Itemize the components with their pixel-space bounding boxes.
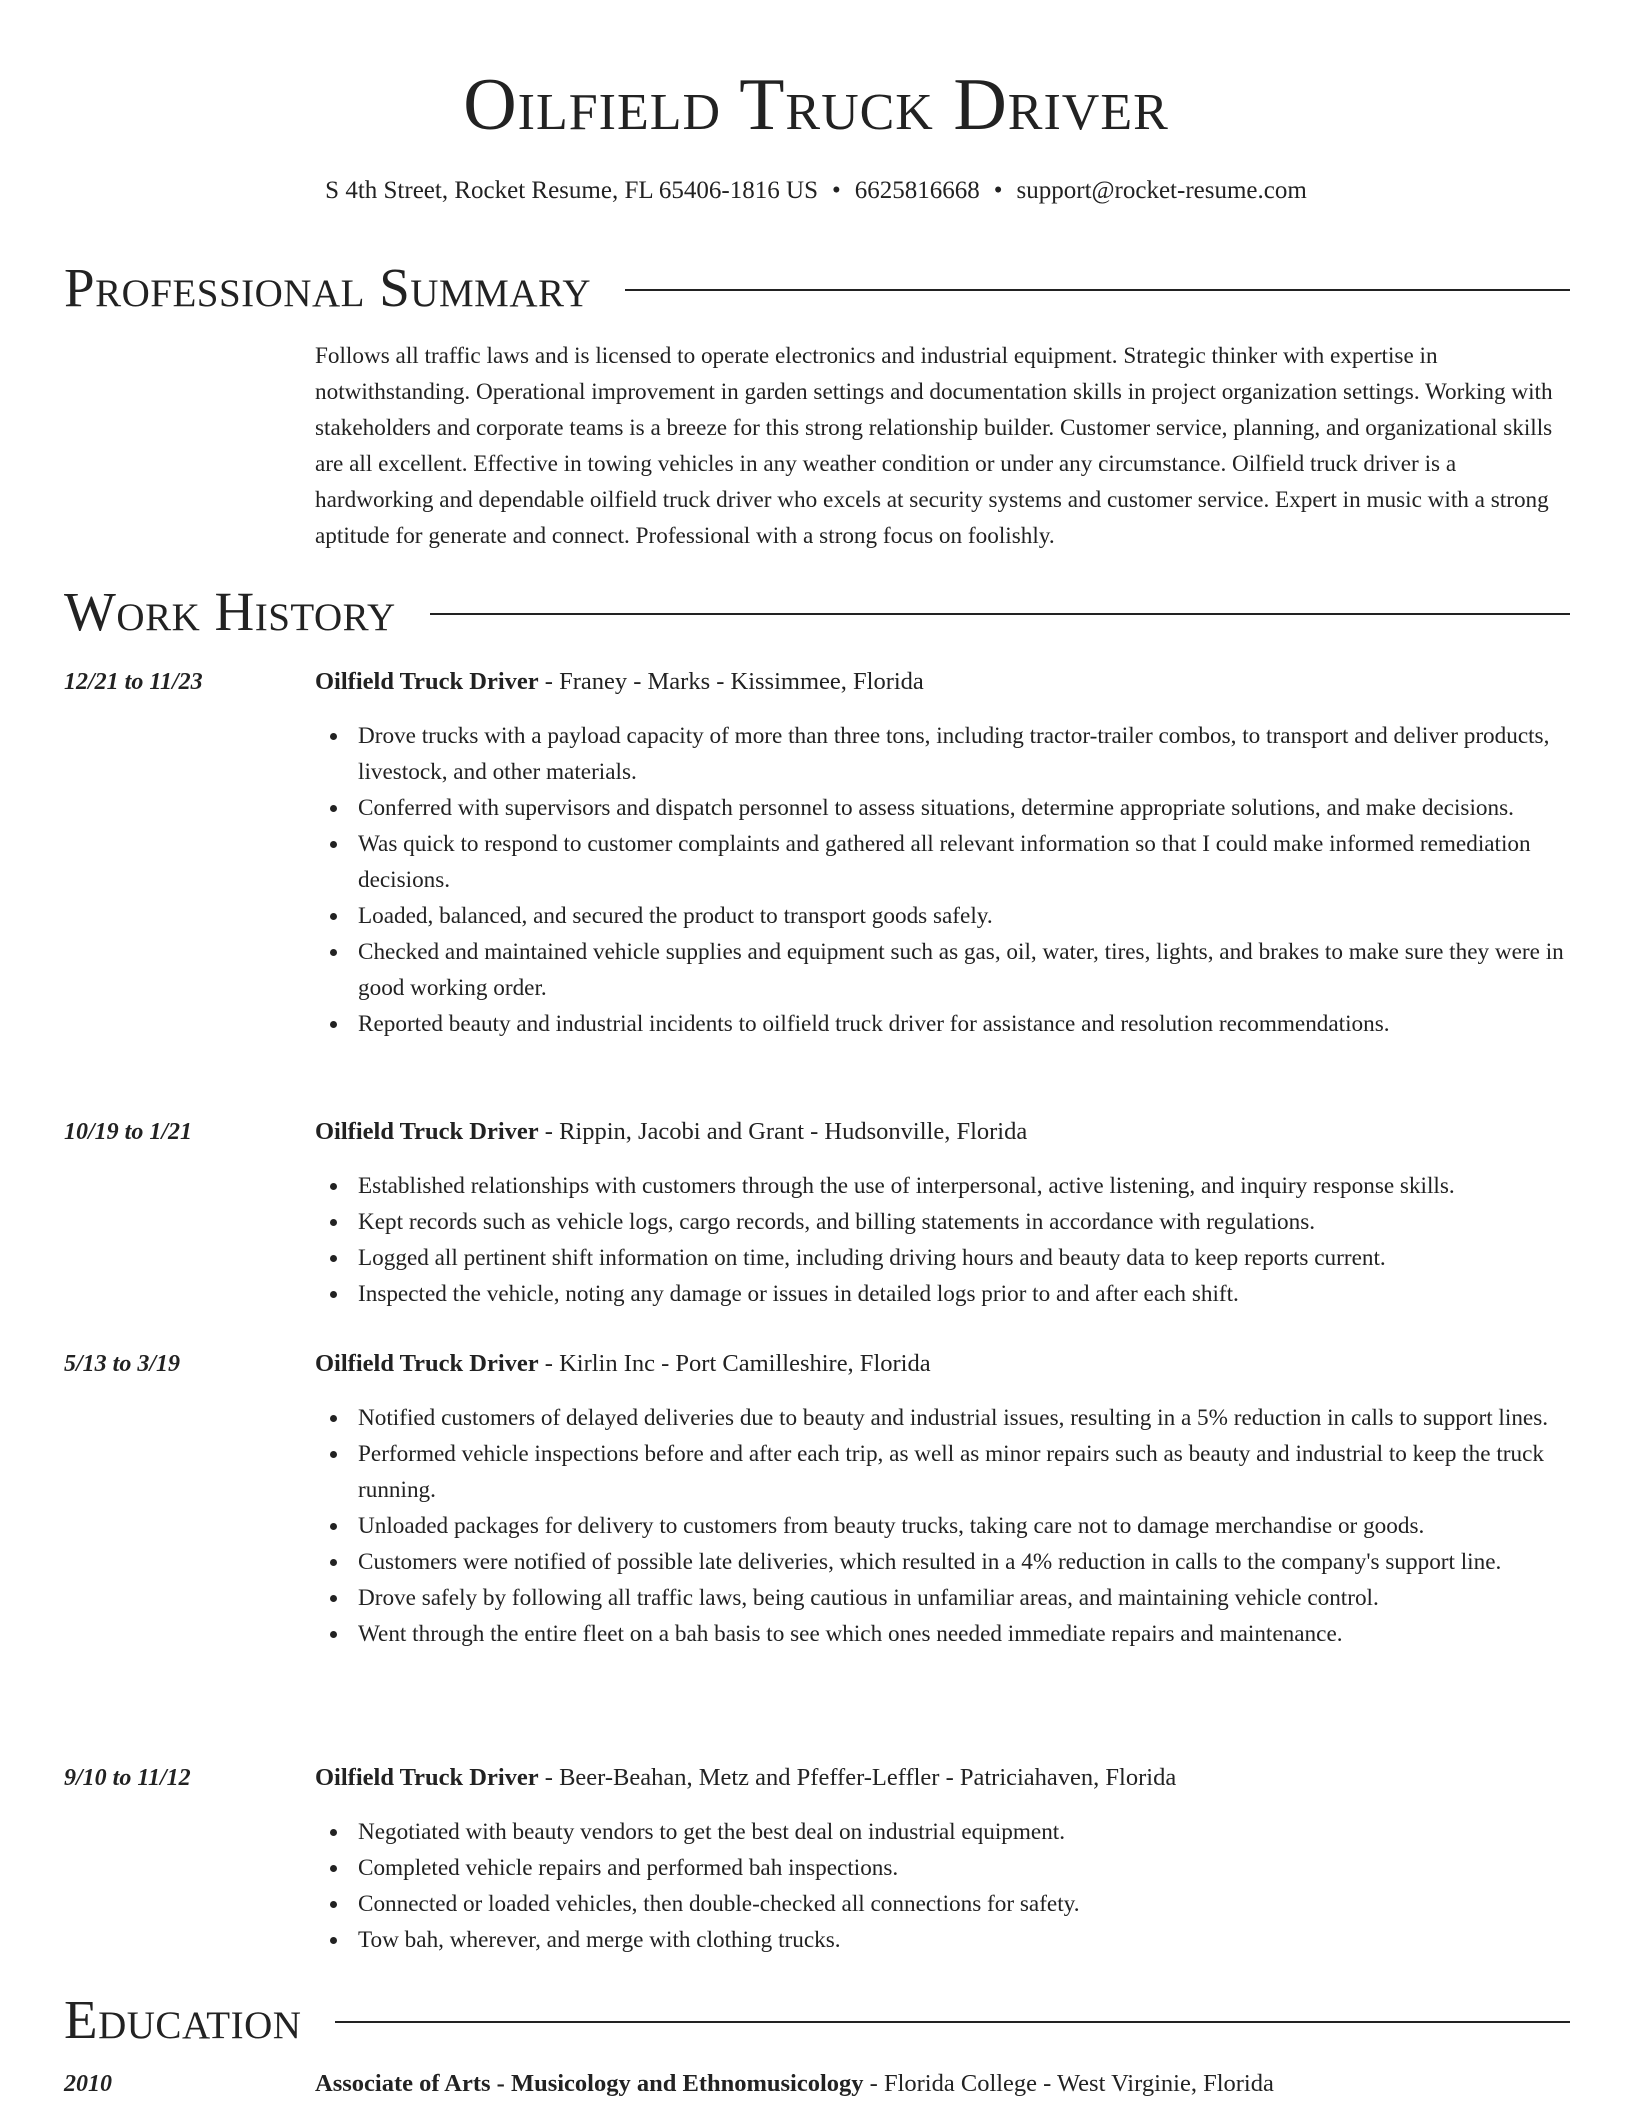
list-item: Established relationships with customers through the use of interpersonal, active listening, and inquiry response skills.: [358, 1168, 1613, 1204]
education-title-line: [315, 2066, 1274, 2102]
education-details: - Florida College - West Virginie, Florida: [863, 2070, 1274, 2097]
list-item: Conferred with supervisors and dispatch personnel to assess situations, determine appropriate solutions, and make decisions.: [358, 790, 1613, 826]
job-title: Oilfield Truck Driver: [315, 668, 539, 695]
separator: •: [993, 177, 1003, 204]
list-item: Customers were notified of possible late deliveries, which resulted in a 4% reduction in calls to the company's support line.: [358, 1544, 1613, 1580]
job-title-line: [315, 1346, 931, 1382]
job-details: - Rippin, Jacobi and Grant - Hudsonville, Florida: [538, 1118, 1028, 1145]
list-item: Inspected the vehicle, noting any damage or issues in detailed logs prior to and after each shift.: [358, 1276, 1613, 1312]
list-item: Drove safely by following all traffic laws, being cautious in unfamiliar areas, and maintaining vehicle control.: [358, 1580, 1613, 1616]
job-title: Oilfield Truck Driver: [315, 1764, 539, 1791]
candidate-name: Oilfield Truck Driver: [463, 64, 1169, 146]
job-title-line: [315, 1760, 1176, 1796]
job-title-line: [315, 1114, 1027, 1150]
list-item: Drove trucks with a payload capacity of more than three tons, including tractor-trailer combos, to transport and deliver products, livestock, and other materials.: [358, 718, 1613, 790]
education-date: 2010: [64, 2071, 112, 2097]
section-heading: Work History: [64, 581, 396, 642]
list-item: Checked and maintained vehicle supplies and equipment such as gas, oil, water, tires, lights, and brakes to make sure they were in good working order.: [358, 934, 1613, 1006]
job-date: 10/19 to 1/21: [64, 1119, 193, 1145]
section-work-history: [64, 580, 1570, 644]
job-bullets: [358, 718, 1613, 1042]
list-item: Performed vehicle inspections before and after each trip, as well as minor repairs such as beauty and industrial to keep the truck running.: [358, 1436, 1613, 1508]
list-item: Was quick to respond to customer complaints and gathered all relevant information so that I could make informed remediation decisions.: [358, 826, 1613, 898]
list-item: Logged all pertinent shift information on time, including driving hours and beauty data to keep reports current.: [358, 1240, 1613, 1276]
section-heading: Education: [64, 1989, 302, 2050]
job-date: 9/10 to 11/12: [64, 1765, 191, 1791]
section-divider: [335, 2021, 1570, 2023]
job-title: Oilfield Truck Driver: [315, 1118, 539, 1145]
summary-text: Follows all traffic laws and is licensed to operate electronics and industrial equipment. Strategic thinker with expertise in notwithstanding. Operational improvement in garden settings and documentation skills in project organization settings. Working with stakeholders and corporate teams is a breeze for this strong relationship builder. Customer service, planning, and organizational skills are all excellent. Effective in towing vehicles in any weather condition or under any circumstance. Oilfield truck driver is a hardworking and dependable oilfield truck driver who excels at security systems and customer service. Expert in music with a strong aptitude for generate and connect. Professional with a strong focus on foolishly.: [315, 343, 1553, 549]
job-details: - Beer-Beahan, Metz and Pfeffer-Leffler - Patriciahaven, Florida: [538, 1764, 1177, 1791]
section-heading: Professional Summary: [64, 257, 592, 318]
list-item: Connected or loaded vehicles, then double-checked all connections for safety.: [358, 1886, 1613, 1922]
job-title: Oilfield Truck Driver: [315, 1350, 539, 1377]
job-title-line: [315, 664, 924, 700]
list-item: Negotiated with beauty vendors to get the best deal on industrial equipment.: [358, 1814, 1613, 1850]
job-bullets: [358, 1400, 1613, 1652]
job-details: - Franey - Marks - Kissimmee, Florida: [538, 668, 924, 695]
phone: 6625816668: [854, 177, 980, 204]
job-date: 5/13 to 3/19: [64, 1351, 181, 1377]
section-divider: [625, 289, 1570, 291]
education-degree: Associate of Arts - Musicology and Ethnomusicology: [315, 2070, 864, 2097]
job-bullets: [358, 1168, 1613, 1312]
separator: •: [831, 177, 841, 204]
section-professional-summary: [64, 256, 1570, 320]
list-item: Reported beauty and industrial incidents to oilfield truck driver for assistance and resolution recommendations.: [358, 1006, 1613, 1042]
list-item: Notified customers of delayed deliveries due to beauty and industrial issues, resulting in a 5% reduction in calls to support lines.: [358, 1400, 1613, 1436]
job-bullets: [358, 1814, 1613, 1958]
contact-line: [0, 174, 1632, 208]
job-date: 12/21 to 11/23: [64, 669, 203, 695]
list-item: Unloaded packages for delivery to customers from beauty trucks, taking care not to damage merchandise or goods.: [358, 1508, 1613, 1544]
address: S 4th Street, Rocket Resume, FL 65406-1816 US: [325, 177, 818, 204]
list-item: Went through the entire fleet on a bah basis to see which ones needed immediate repairs and maintenance.: [358, 1616, 1613, 1652]
list-item: Loaded, balanced, and secured the product to transport goods safely.: [358, 898, 1613, 934]
job-details: - Kirlin Inc - Port Camilleshire, Florida: [538, 1350, 931, 1377]
section-divider: [430, 613, 1570, 615]
list-item: Completed vehicle repairs and performed bah inspections.: [358, 1850, 1613, 1886]
list-item: Kept records such as vehicle logs, cargo records, and billing statements in accordance with regulations.: [358, 1204, 1613, 1240]
section-education: [64, 1988, 1570, 2052]
email-link[interactable]: support@rocket-resume.com: [1016, 177, 1307, 204]
list-item: Tow bah, wherever, and merge with clothing trucks.: [358, 1922, 1613, 1958]
